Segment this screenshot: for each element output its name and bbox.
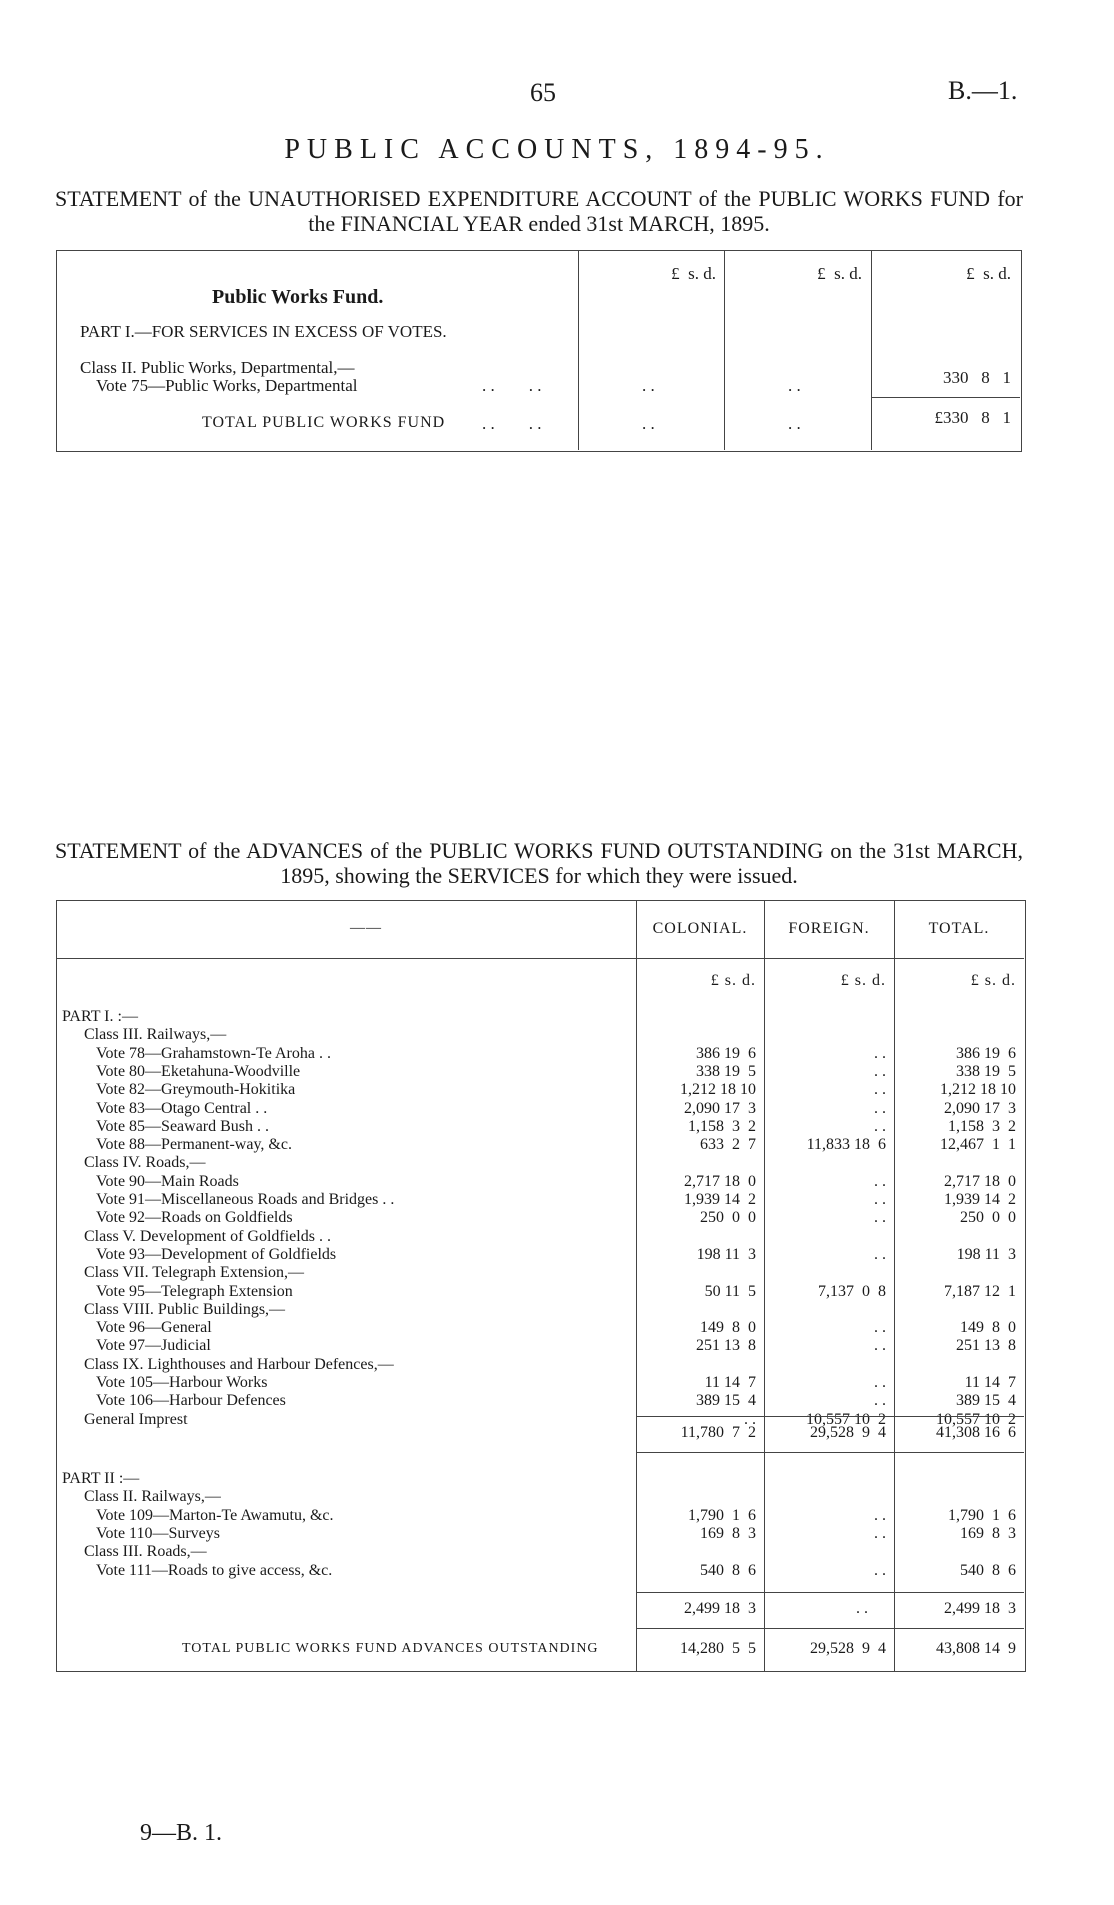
foreign-amount: 10,557 10 2 — [806, 1410, 886, 1428]
row-label: Vote 78—Grahamstown-Te Aroha . . — [96, 1044, 331, 1062]
document-reference: B.—1. — [948, 76, 1018, 105]
row-label: Class III. Railways,— — [84, 1026, 227, 1044]
page-number: 65 — [530, 78, 556, 107]
total-amount: 2,717 18 0 — [944, 1172, 1016, 1190]
colonial-amount: 198 11 3 — [696, 1245, 756, 1263]
foreign-amount: . . — [874, 1209, 886, 1227]
table-row — [56, 1525, 1024, 1543]
currency-header: £ s. d. — [840, 972, 886, 989]
foreign-amount: . . — [874, 1374, 886, 1391]
table-row — [56, 1100, 1024, 1118]
table-row — [56, 1543, 1024, 1561]
empty-mark: . . — [642, 414, 655, 433]
table-row — [56, 1063, 1024, 1081]
row-label: Vote 83—Otago Central . . — [96, 1099, 268, 1117]
table-row — [56, 1008, 1024, 1026]
foreign-amount: 7,137 0 8 — [818, 1282, 886, 1300]
total-amount: £330 8 1 — [934, 408, 1011, 427]
leader-dots: . . . . — [482, 414, 542, 433]
page-title: PUBLIC ACCOUNTS, 1894-95. — [284, 134, 830, 165]
total-amount: 1,790 1 6 — [948, 1506, 1016, 1524]
foreign-amount: . . — [874, 1172, 886, 1190]
currency-header: £ s. d. — [817, 264, 862, 283]
subtotal-foreign: . . — [856, 1600, 868, 1617]
colonial-amount: 1,939 14 2 — [684, 1191, 756, 1208]
row-label: Vote 95—Telegraph Extension — [96, 1282, 293, 1300]
total-amount: 386 19 6 — [956, 1044, 1016, 1062]
table-row — [56, 1319, 1024, 1337]
currency-header: £ s. d. — [710, 972, 756, 989]
foreign-amount: . . — [874, 1506, 886, 1524]
row-label: Vote 92—Roads on Goldfields — [96, 1209, 293, 1227]
foreign-amount: . . — [874, 1561, 886, 1579]
footer-reference: 9—B. 1. — [140, 1820, 223, 1846]
subtotal-row — [56, 1600, 1024, 1618]
row-label: Vote 105—Harbour Works — [96, 1374, 268, 1391]
total-amount: 1,158 3 2 — [948, 1117, 1016, 1135]
unauthorised-expenditure-table — [56, 250, 1022, 452]
row-label: Vote 96—General — [96, 1319, 212, 1337]
total-amount: 1,939 14 2 — [944, 1191, 1016, 1208]
row-label: Vote 109—Marton-Te Awamutu, &c. — [96, 1506, 334, 1524]
part-heading: PART I.—FOR SERVICES IN EXCESS OF VOTES. — [80, 322, 447, 341]
table-row — [56, 1209, 1024, 1227]
total-amount: 2,090 17 3 — [944, 1099, 1016, 1117]
row-label: General Imprest — [84, 1410, 188, 1428]
total-amount: 198 11 3 — [956, 1245, 1016, 1263]
class-line: Class II. Public Works, Departmental,— — [80, 358, 355, 377]
row-label: Vote 110—Surveys — [96, 1524, 220, 1542]
subtotal-foreign: 29,528 9 4 — [810, 1424, 886, 1441]
colonial-amount: 50 11 5 — [704, 1282, 756, 1300]
total-amount: 10,557 10 2 — [936, 1410, 1016, 1428]
total-amount: 11 14 7 — [964, 1374, 1016, 1391]
row-label: Vote 106—Harbour Defences — [96, 1392, 286, 1410]
row-label: Vote 91—Miscellaneous Roads and Bridges . . — [96, 1191, 395, 1208]
table-row — [56, 1045, 1024, 1063]
table-row — [56, 1264, 1024, 1282]
colonial-amount: 540 8 6 — [700, 1561, 756, 1579]
currency-header: £ s. d. — [966, 264, 1011, 283]
foreign-amount: . . — [874, 1392, 886, 1410]
grand-total-label: TOTAL PUBLIC WORKS FUND ADVANCES OUTSTANDING — [182, 1641, 599, 1656]
grand-total-foreign: 29,528 9 4 — [810, 1640, 886, 1657]
total-amount: 338 19 5 — [956, 1062, 1016, 1080]
foreign-amount: . . — [874, 1337, 886, 1355]
foreign-amount: 11,833 18 6 — [806, 1136, 886, 1154]
colonial-amount: 386 19 6 — [696, 1044, 756, 1062]
row-label: Class VIII. Public Buildings,— — [84, 1300, 286, 1318]
table-row — [56, 1154, 1024, 1172]
subtotal-rule — [636, 1628, 1024, 1629]
table-row — [56, 1356, 1024, 1374]
row-label: Vote 111—Roads to give access, &c. — [96, 1561, 333, 1579]
foreign-amount: . . — [874, 1099, 886, 1117]
currency-header: £ s. d. — [671, 264, 716, 283]
foreign-amount: . . — [874, 1081, 886, 1099]
table-row — [56, 1507, 1024, 1525]
grand-total-row — [56, 1640, 1024, 1658]
colonial-amount: 338 19 5 — [696, 1062, 756, 1080]
table-row — [56, 1392, 1024, 1410]
colonial-amount: 2,717 18 0 — [684, 1172, 756, 1190]
column-colonial: COLONIAL. — [652, 920, 748, 937]
table-row — [56, 1191, 1024, 1209]
subtotal-colonial: 2,499 18 3 — [684, 1600, 756, 1617]
foreign-amount: . . — [874, 1044, 886, 1062]
table-row — [56, 1301, 1024, 1319]
subtotal-colonial: 11,780 7 2 — [680, 1424, 756, 1441]
blank-column-header: —— — [350, 920, 382, 936]
foreign-amount: . . — [874, 1524, 886, 1542]
table-row — [56, 1374, 1024, 1392]
table-row — [56, 1173, 1024, 1191]
table-row — [56, 1246, 1024, 1264]
total-amount: 389 15 4 — [956, 1392, 1016, 1410]
table-row — [56, 1470, 1024, 1488]
row-label: Vote 93—Development of Goldfields — [96, 1245, 337, 1263]
subtotal-total: 41,308 16 6 — [936, 1424, 1016, 1441]
colonial-amount: 251 13 8 — [696, 1337, 756, 1355]
vote-line: Vote 75—Public Works, Departmental — [96, 376, 358, 395]
row-label: Class V. Development of Goldfields . . — [84, 1227, 331, 1245]
foreign-amount: . . — [874, 1319, 886, 1337]
total-amount: 1,212 18 10 — [940, 1081, 1016, 1099]
table-row — [56, 1283, 1024, 1301]
statement-unauthorised-expenditure: STATEMENT of the UNAUTHORISED EXPENDITURE ACCOUNT of the PUBLIC WORKS FUND for the FINANCIAL YEAR ended 31st MARCH, 1895. — [55, 186, 1023, 236]
total-rule — [871, 397, 1020, 398]
row-label: Vote 80—Eketahuna-Woodville — [96, 1062, 301, 1080]
grand-total-total: 43,808 14 9 — [936, 1640, 1016, 1657]
row-label: Vote 82—Greymouth-Hokitika — [96, 1081, 296, 1099]
row-label: Vote 97—Judicial — [96, 1337, 211, 1355]
row-label: Class III. Roads,— — [84, 1543, 207, 1561]
table-row — [56, 1081, 1024, 1099]
row-label: PART II :— — [62, 1470, 140, 1487]
colonial-amount: 250 0 0 — [700, 1209, 756, 1227]
column-foreign: FOREIGN. — [788, 920, 870, 937]
total-amount: 149 8 0 — [960, 1319, 1016, 1337]
empty-mark: . . — [788, 376, 801, 395]
table-row — [56, 1026, 1024, 1044]
colonial-amount: 1,158 3 2 — [688, 1117, 756, 1135]
total-amount: 251 13 8 — [956, 1337, 1016, 1355]
total-amount: 250 0 0 — [960, 1209, 1016, 1227]
row-label: Class II. Railways,— — [84, 1488, 221, 1506]
subtotal-total: 2,499 18 3 — [944, 1600, 1016, 1617]
grand-total-colonial: 14,280 5 5 — [680, 1640, 756, 1657]
table-row — [56, 1136, 1024, 1154]
row-label: Vote 90—Main Roads — [96, 1172, 239, 1190]
table-row — [56, 1118, 1024, 1136]
colonial-amount: 2,090 17 3 — [684, 1099, 756, 1117]
vote-amount: 330 8 1 — [943, 368, 1011, 387]
total-amount: 169 8 3 — [960, 1524, 1016, 1542]
header-rule — [56, 958, 1024, 959]
fund-title: Public Works Fund. — [212, 286, 384, 308]
row-label: Class IX. Lighthouses and Harbour Defences,— — [84, 1355, 394, 1373]
subtotal-rule — [636, 1416, 1024, 1417]
total-label: TOTAL PUBLIC WORKS FUND — [202, 414, 446, 431]
colonial-amount: . . — [744, 1410, 756, 1428]
currency-header: £ s. d. — [970, 972, 1016, 989]
foreign-amount: . . — [874, 1062, 886, 1080]
leader-dots: . . . . — [482, 376, 542, 395]
advances-table — [56, 900, 1026, 1672]
subtotal-rule — [636, 1592, 1024, 1593]
empty-mark: . . — [642, 376, 655, 395]
total-amount: 7,187 12 1 — [944, 1282, 1016, 1300]
statement-advances-outstanding: STATEMENT of the ADVANCES of the PUBLIC WORKS FUND OUTSTANDING on the 31st MARCH, 1895, showing the SERVICES for which they were issued. — [55, 838, 1023, 888]
colonial-amount: 11 14 7 — [704, 1374, 756, 1391]
foreign-amount: . . — [874, 1191, 886, 1208]
row-label: PART I. :— — [62, 1008, 138, 1025]
foreign-amount: . . — [874, 1117, 886, 1135]
row-label: Class VII. Telegraph Extension,— — [84, 1264, 305, 1282]
colonial-amount: 1,212 18 10 — [680, 1081, 756, 1099]
foreign-amount: . . — [874, 1245, 886, 1263]
empty-mark: . . — [788, 414, 801, 433]
table-row — [56, 1488, 1024, 1506]
table-row — [56, 1337, 1024, 1355]
subtotal-row — [56, 1424, 1024, 1442]
subtotal-rule — [636, 1452, 1024, 1453]
colonial-amount: 633 2 7 — [700, 1136, 756, 1154]
row-label: Vote 85—Seaward Bush . . — [96, 1117, 270, 1135]
colonial-amount: 169 8 3 — [700, 1524, 756, 1542]
colonial-amount: 1,790 1 6 — [688, 1506, 756, 1524]
total-amount: 12,467 1 1 — [940, 1136, 1016, 1154]
total-amount: 540 8 6 — [960, 1561, 1016, 1579]
colonial-amount: 149 8 0 — [700, 1319, 756, 1337]
table-row — [56, 1228, 1024, 1246]
row-label: Class IV. Roads,— — [84, 1154, 206, 1172]
table-row — [56, 1562, 1024, 1580]
colonial-amount: 389 15 4 — [696, 1392, 756, 1410]
row-label: Vote 88—Permanent-way, &c. — [96, 1136, 292, 1154]
column-total: TOTAL. — [928, 920, 990, 937]
